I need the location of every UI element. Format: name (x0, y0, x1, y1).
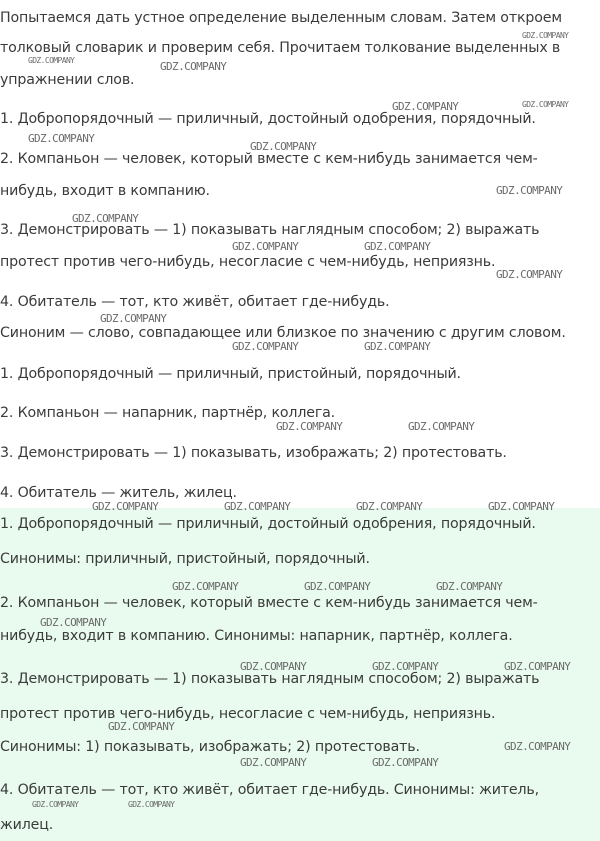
watermark: GDZ.COMPANY (408, 420, 475, 433)
answer-line-9: жилец. (0, 817, 54, 833)
watermark: GDZ.COMPANY (240, 756, 307, 769)
answer-line-6: протест против чего-нибудь, несогласие с чем-нибудь, неприязнь. (0, 706, 496, 722)
watermark: GDZ.COMPANY (28, 132, 95, 145)
watermark: GDZ.COMPANY (250, 140, 317, 153)
task-line-7: 3. Демонстрировать — 1) показывать наглядным способом; 2) выражать (0, 222, 540, 238)
answer-line-3: 2. Компаньон — человек, который вместе с кем-нибудь занимается чем- (0, 595, 538, 611)
watermark: GDZ.COMPANY (364, 340, 431, 353)
watermark: GDZ.COMPANY (436, 580, 503, 593)
answer-line-2: Синонимы: приличный, пристойный, порядочный. (0, 551, 370, 567)
task-line-2: толковый словарик и проверим себя. Прочитаем толкование выделенных в (0, 40, 561, 56)
task-line-6: нибудь, входит в компанию. (0, 183, 210, 199)
watermark: GDZ.COMPANY (108, 720, 175, 733)
answer-line-1: 1. Добропорядочный — приличный, достойный одобрения, порядочный. (0, 516, 536, 532)
answer-line-7: Синонимы: 1) показывать, изображать; 2) протестовать. (0, 739, 420, 755)
watermark: GDZ.COMPANY (504, 660, 571, 673)
watermark: GDZ.COMPANY (276, 420, 343, 433)
watermark: GDZ.COMPANY (72, 212, 139, 225)
task-line-11: 1. Добропорядочный — приличный, пристойный, порядочный. (0, 366, 461, 382)
watermark: GDZ.COMPANY (522, 100, 569, 109)
watermark: GDZ.COMPANY (488, 500, 555, 513)
watermark: GDZ.COMPANY (372, 756, 439, 769)
watermark: GDZ.COMPANY (160, 60, 227, 73)
watermark: GDZ.COMPANY (224, 500, 291, 513)
watermark: GDZ.COMPANY (40, 616, 107, 629)
watermark: GDZ.COMPANY (172, 580, 239, 593)
task-line-13: 3. Демонстрировать — 1) показывать, изображать; 2) протестовать. (0, 445, 507, 461)
answer-line-5: 3. Демонстрировать — 1) показывать наглядным способом; 2) выражать (0, 671, 540, 687)
watermark: GDZ.COMPANY (100, 312, 167, 325)
watermark: GDZ.COMPANY (372, 660, 439, 673)
watermark: GDZ.COMPANY (356, 500, 423, 513)
task-line-8: протест против чего-нибудь, несогласие с чем-нибудь, неприязнь. (0, 254, 496, 270)
watermark: GDZ.COMPANY (232, 240, 299, 253)
answer-line-8: 4. Обитатель — тот, кто живёт, обитает где-нибудь. Синонимы: житель, (0, 782, 539, 798)
watermark: GDZ.COMPANY (496, 184, 563, 197)
task-line-3: упражнении слов. (0, 72, 135, 88)
watermark: GDZ.COMPANY (128, 800, 175, 809)
watermark: GDZ.COMPANY (392, 100, 459, 113)
task-line-10: Синоним — слово, совпадающее или близкое по значению с другим словом. (0, 325, 566, 341)
task-line-4: 1. Добропорядочный — приличный, достойный одобрения, порядочный. (0, 111, 536, 127)
watermark: GDZ.COMPANY (240, 660, 307, 673)
task-line-5: 2. Компаньон — человек, который вместе с кем-нибудь занимается чем- (0, 151, 538, 167)
task-line-12: 2. Компаньон — напарник, партнёр, коллега. (0, 405, 336, 421)
watermark: GDZ.COMPANY (364, 240, 431, 253)
watermark: GDZ.COMPANY (32, 800, 79, 809)
task-line-14: 4. Обитатель — житель, жилец. (0, 485, 237, 501)
watermark: GDZ.COMPANY (304, 580, 371, 593)
watermark: GDZ.COMPANY (232, 340, 299, 353)
watermark: GDZ.COMPANY (28, 56, 75, 65)
watermark: GDZ.COMPANY (92, 500, 159, 513)
answer-line-4: нибудь, входит в компанию. Синонимы: напарник, партнёр, коллега. (0, 628, 513, 644)
task-line-9: 4. Обитатель — тот, кто живёт, обитает где-нибудь. (0, 294, 390, 310)
watermark: GDZ.COMPANY (522, 31, 569, 40)
task-line-1: Попытаемся дать устное определение выделенным словам. Затем откроем (0, 10, 562, 26)
watermark: GDZ.COMPANY (504, 740, 571, 753)
watermark: GDZ.COMPANY (496, 268, 563, 281)
